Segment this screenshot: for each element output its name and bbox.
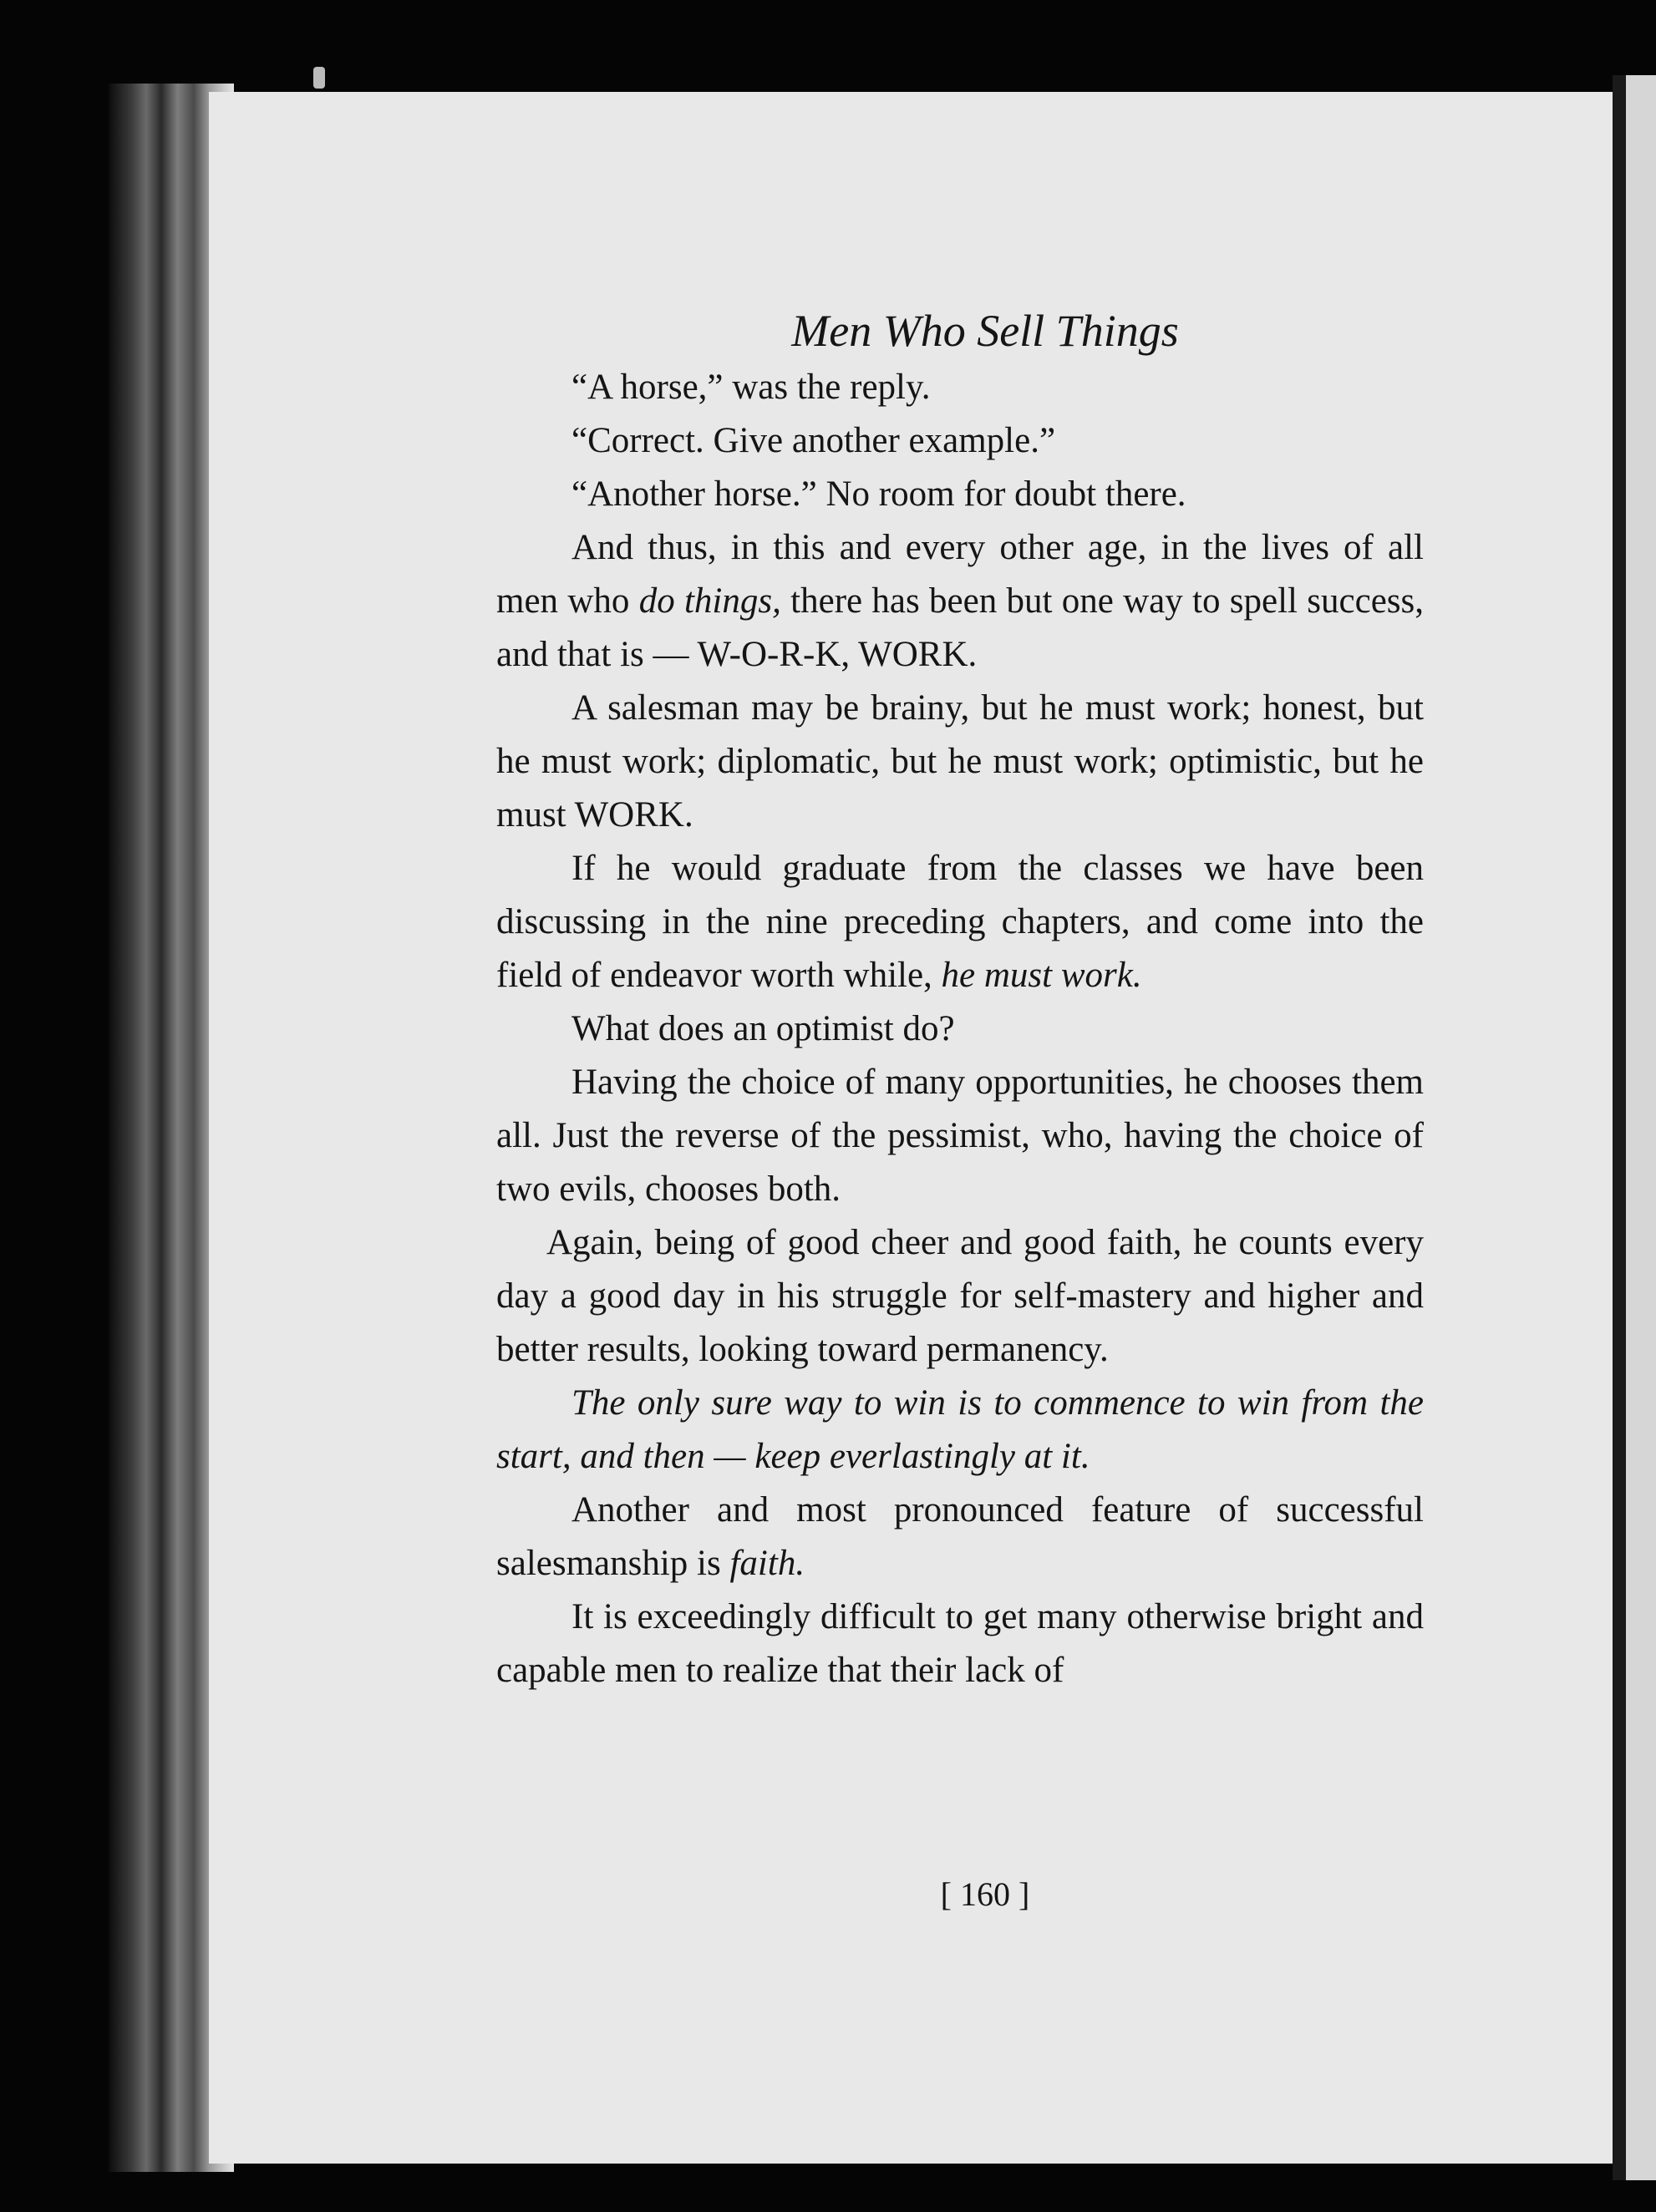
paragraph-text: there has been but one way to spell success, and that is — W-O-R-K, WORK. [496,581,1425,674]
paragraph: “Correct. Give another example.” [571,421,1056,460]
paragraph [496,521,1424,682]
paragraph-text: Another and most pronounced feature of successful salesmanship is [496,1490,1424,1583]
emphasis: he must work. [941,956,1142,995]
paragraph: A salesman may be brainy, but he must work; honest, but he must work; diplomatic, but he must work; optimistic, but he must WORK. [496,688,1424,835]
page-text [496,301,1424,1697]
scan-speck [313,67,325,89]
page-edge-shadow [1613,75,1626,2180]
page-number: [ 160 ] [940,1875,1030,1913]
paragraph: Again, being of good cheer and good faith, he counts every day a good day in his struggle for self-mastery and higher and better results, looking toward permanency. [496,1223,1424,1369]
paragraph: What does an optimist do? [571,1009,955,1048]
emphasis: do things, [638,581,781,621]
emphasis: faith. [729,1544,805,1583]
paragraph-text: And thus, in this and every other age, in the lives of all men who [496,528,1424,621]
facing-page-edge [1626,75,1656,2180]
paragraph: Having the choice of many opportunities, he chooses them all. Just the reverse of the pessimist, who, having the choice of two evils, chooses both. [496,1063,1424,1209]
paragraph: “Another horse.” No room for doubt there. [571,474,1186,514]
paragraph-text: If he would graduate from the classes we have been discussing in the nine preceding chapters, and come into the field of endeavor worth while, [496,849,1424,995]
paragraph: “A horse,” was the reply. [571,368,931,407]
emphasis: The only sure way to win is to commence to win from the start, and then — keep everlastingly at it. [496,1383,1424,1476]
running-head: Men Who Sell Things [791,306,1179,356]
paragraph: It is exceedingly difficult to get many otherwise bright and capable men to realize that their lack of [496,1597,1424,1690]
paragraph [496,842,1424,1002]
italic-paragraph [496,1377,1424,1484]
paragraph [496,1484,1424,1591]
